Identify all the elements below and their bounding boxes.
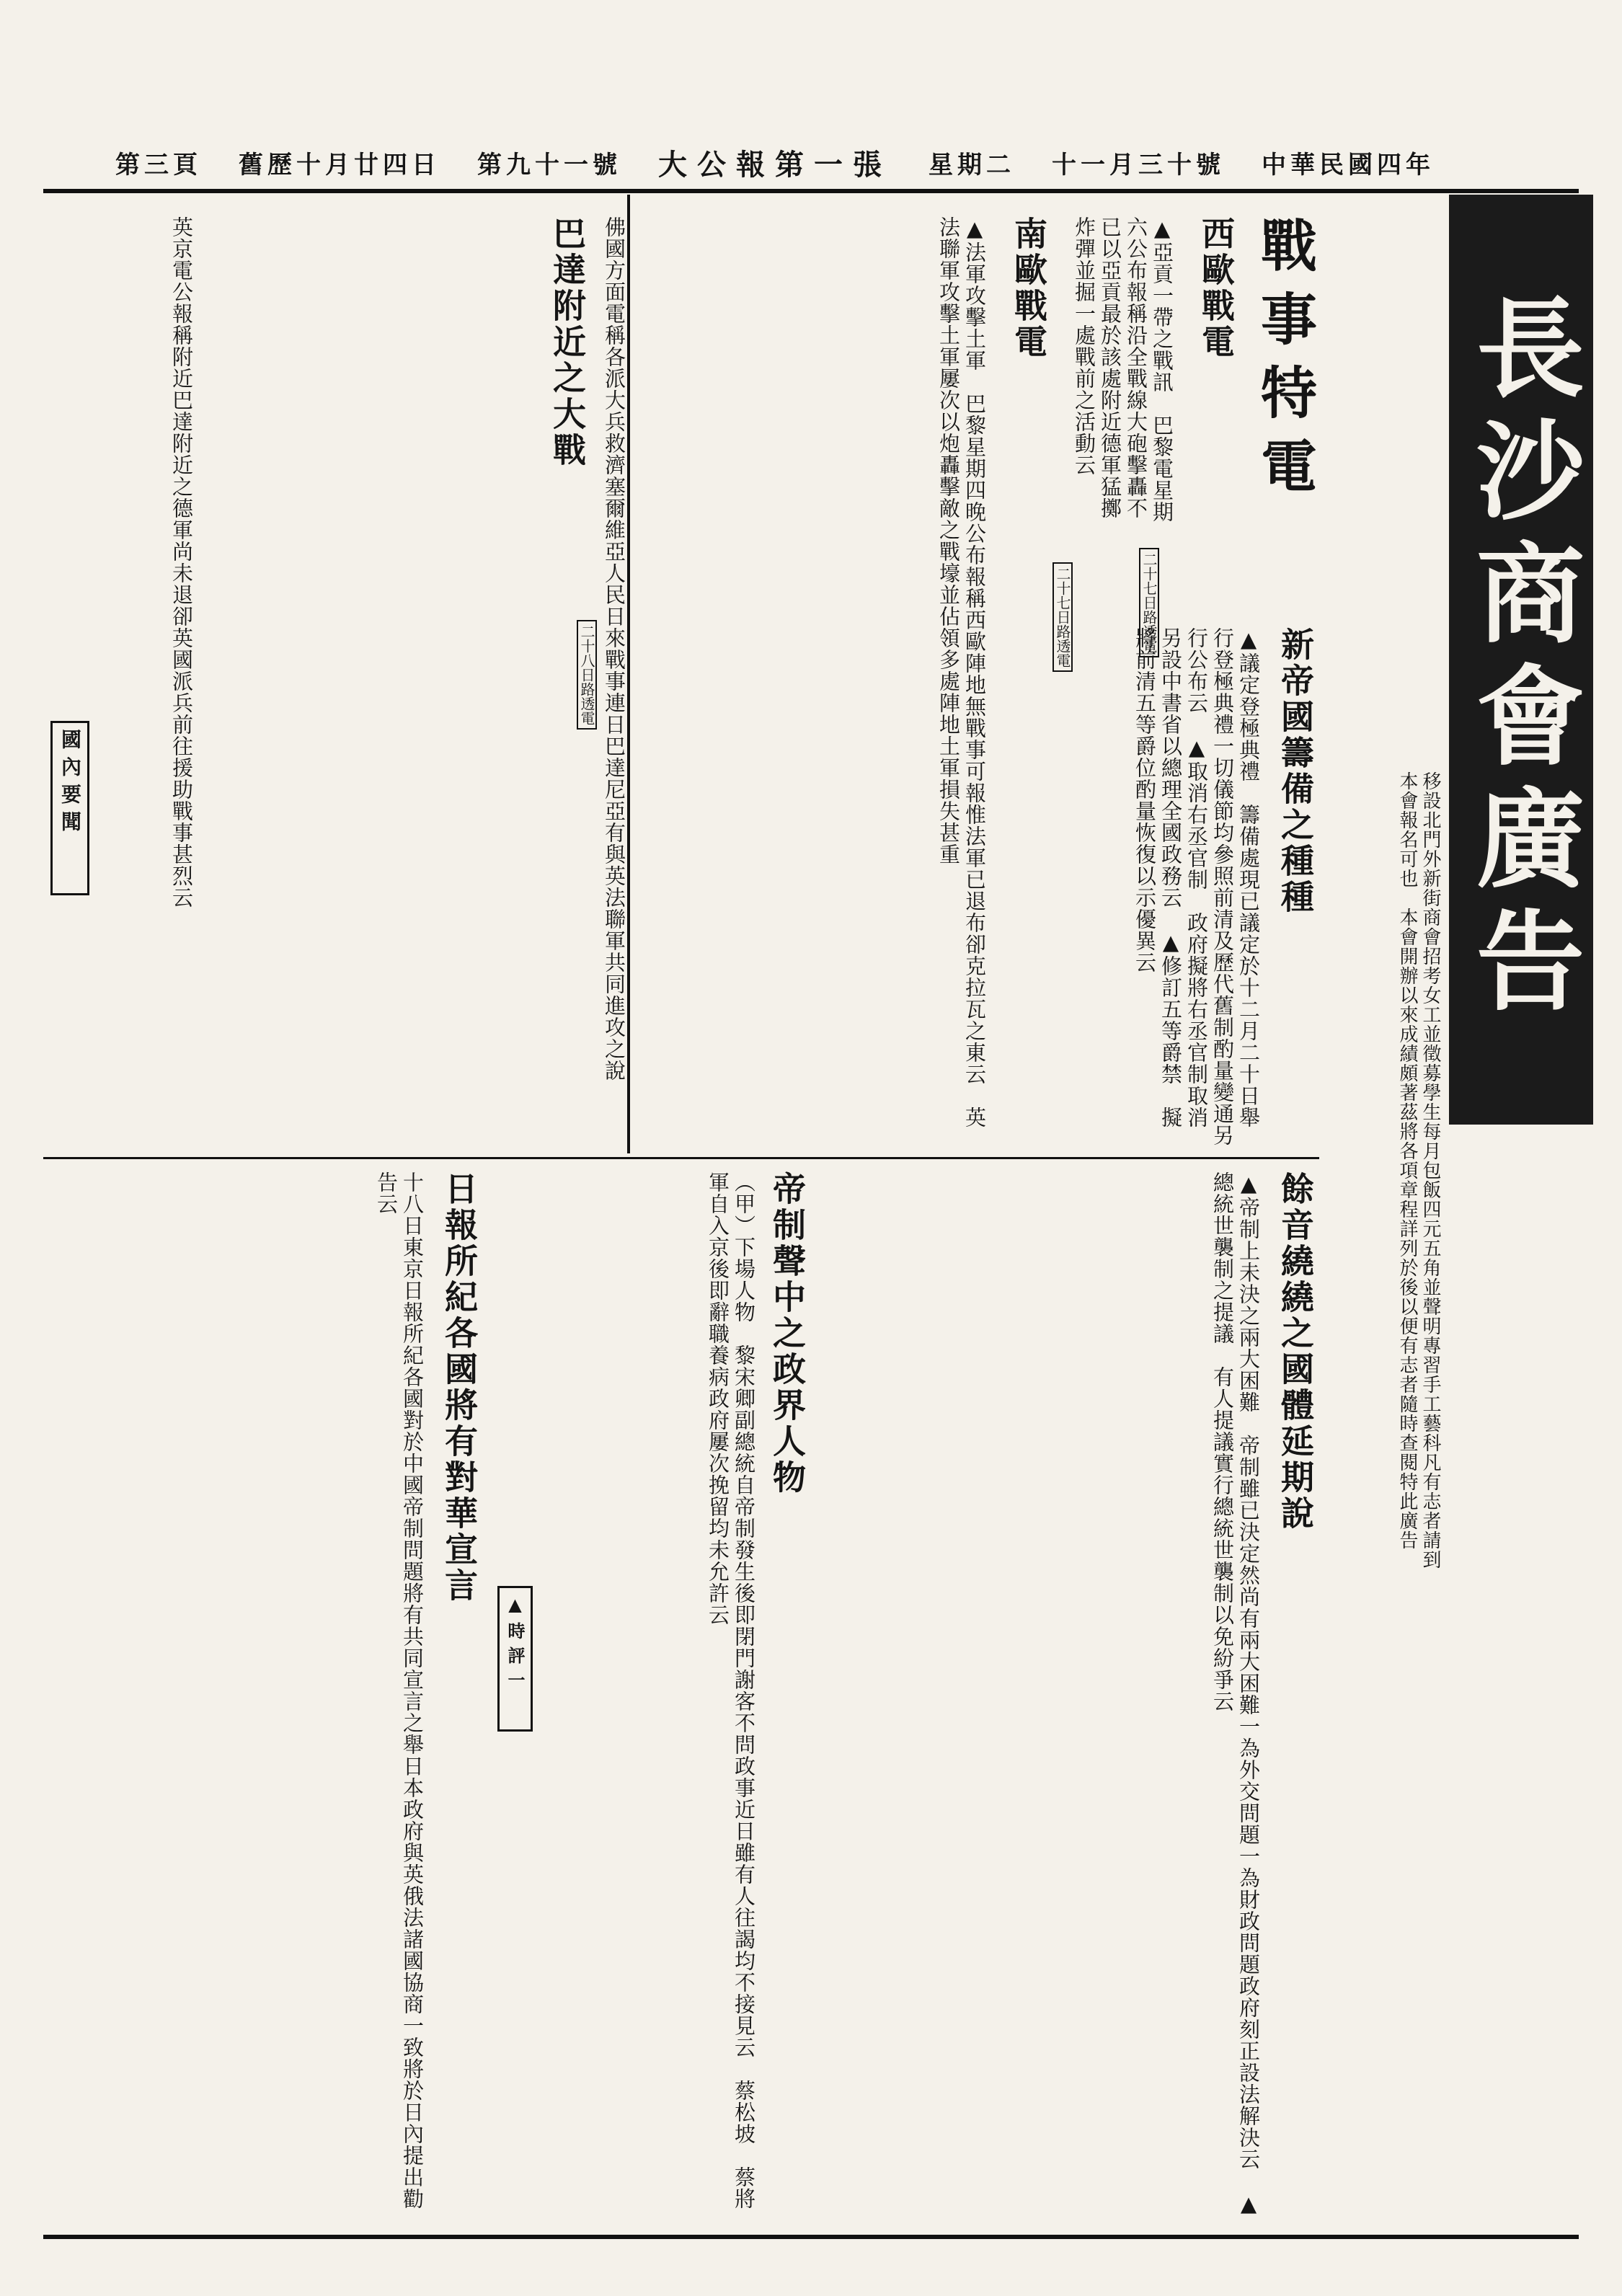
domestic-box-title: 國內要聞 (50, 721, 89, 895)
dateline-3: 二十八日路透電 (577, 620, 597, 730)
west-war-text: ▲亞貢一帶之戰訊 巴黎電星期六公布報稱沿全戰線大砲擊轟不已以亞貢最於該處附近德軍猛擲炸彈並掘一處戰前之活動云 (1072, 216, 1174, 523)
header-page-number: 第三頁 (115, 150, 202, 179)
page-header (115, 144, 1435, 180)
story2-title: 餘音繞繞之國體延期說 (1276, 1171, 1315, 1532)
story2-text: ▲帝制上未決之兩大困難 帝制雖已決定然尚有兩大困難一為外交問題一為財政問題政府刻正設法解決云 ▲總統世襲制之提議 有人提議實行總統世襲制以免紛爭云 (1210, 1171, 1261, 2217)
chamber-ad-text: 移設北門外新街商會招考女工並徵募學生每月包飯四元五角並聲明專習手工藝科凡有志者請到本會報名可也 本會開辦以來成績頗著茲將各項章程詳列於後以便有志者隨時查閱特此廣告 (1396, 771, 1441, 1569)
story1-text: ▲議定登極典禮 籌備處現已議定於十二月二十日舉行登極典禮一切儀節均參照前清及歷代舊制酌量變通另行公布云 ▲取消右丞官制 政府擬將右丞官制取消另設中書省以總理全國政務云 ▲修訂五等爵禁 擬將前清五等爵位酌量恢復以示優異云 (1133, 627, 1261, 1146)
header-issue: 第九十一號 (477, 150, 621, 179)
war-section-title: 戰事特電 (1251, 216, 1317, 510)
middle-rule (43, 1157, 1319, 1159)
south-war-heading: 南歐戰電 (1009, 216, 1048, 360)
story3-text: 十八日東京日報所紀各國對於中國帝制問題將有共同宣言之舉日本政府與英俄法諸國協商一致將於日內提出勸告云 (374, 1171, 425, 2209)
story3-title: 日報所紀各國將有對華宣言 (440, 1171, 479, 1604)
dateline-2: 二十七日路透電 (1052, 562, 1073, 672)
story1-title: 新帝國籌備之種種 (1276, 627, 1315, 916)
near-battle-text: 英京電公報稱附近巴達附近之德軍尚未退卻英國派兵前往援助戰事甚烈云 (169, 216, 194, 908)
header-rule (43, 189, 1579, 193)
chamber-ad-masthead (1449, 195, 1593, 1125)
column-divider (627, 195, 630, 1153)
story4-title: 帝制聲中之政界人物 (768, 1171, 807, 1496)
time-commentary-box: ▲時評一 (497, 1586, 533, 1732)
header-lunar-date: 舊歷十月廿四日 (239, 150, 440, 179)
near-battle-heading: 巴達附近之大戰 (548, 216, 587, 469)
war-extra-text: 佛國方面電稱各派大兵救濟塞爾維亞人民日來戰事連日巴達尼亞有與英法聯軍共同進攻之說 (602, 216, 626, 1081)
header-date: 十一月三十號 (1052, 150, 1225, 179)
dateline-1: 二十七日路透電 (1139, 548, 1159, 657)
south-war-text: ▲法軍攻擊土軍 巴黎星期四晚公布報稱西歐陣地無戰事可報惟法軍已退布卻克拉瓦之東云 英法聯軍攻擊土軍屢次以炮轟擊敵之戰壕並佔領多處陣地土軍損失甚重 (936, 216, 987, 1128)
header-year: 中華民國四年 (1262, 150, 1435, 179)
header-weekday: 星期二 (929, 150, 1015, 179)
west-war-heading: 西歐戰電 (1197, 216, 1236, 360)
newspaper-masthead: 大公報第一張 (658, 147, 892, 182)
chamber-ad-title: 長沙商會廣告 (1458, 292, 1585, 1027)
bottom-rule (43, 2235, 1579, 2239)
story4-text: （甲）下場人物 黎宋卿副總統自帝制發生後即閉門謝客不問政事近日雖有人往謁均不接見云 蔡松坡 蔡將軍自入京後即辭職養病政府屢次挽留均未允許云 (706, 1171, 756, 2209)
